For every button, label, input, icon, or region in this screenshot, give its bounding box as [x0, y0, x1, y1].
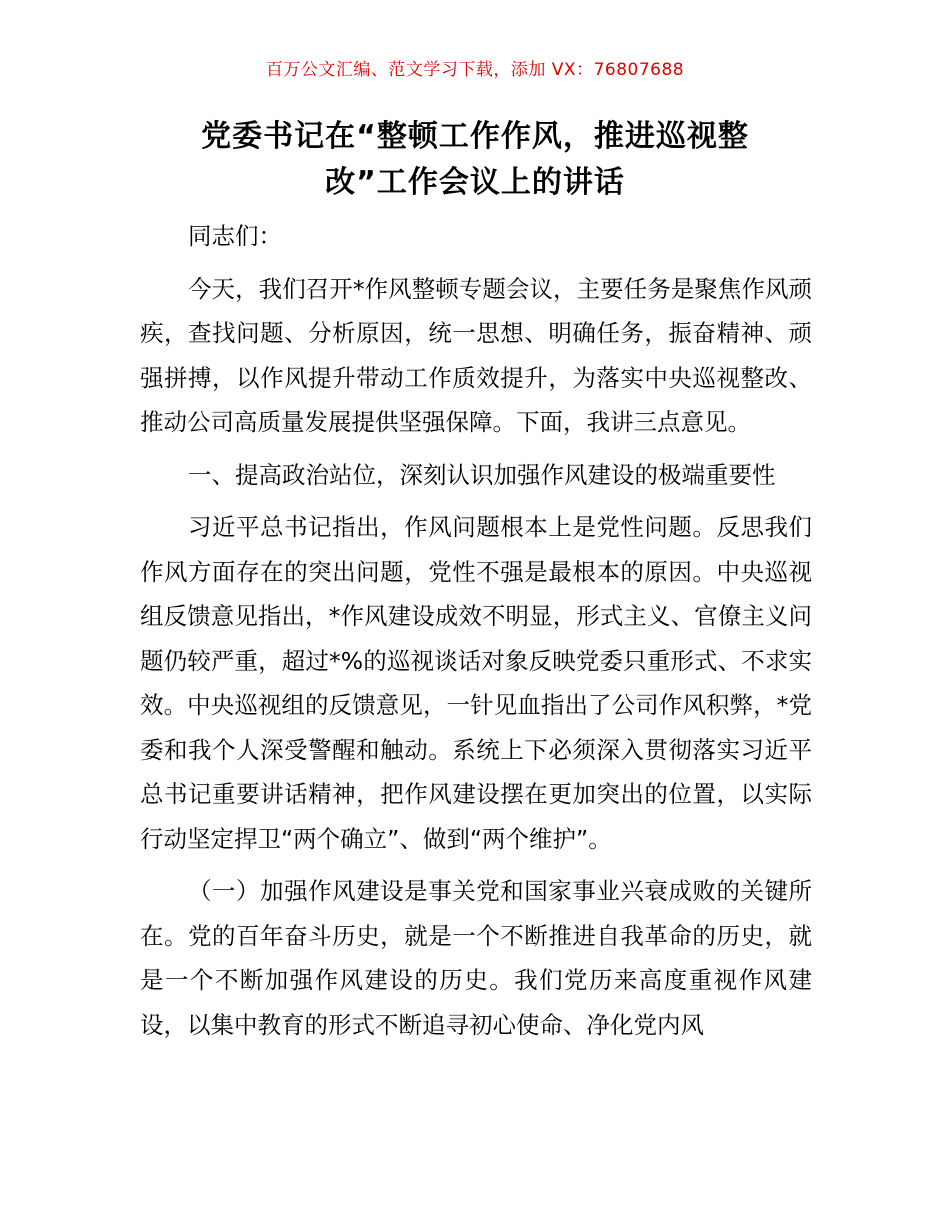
header-promo-note: 百万公文汇编、范文学习下载，添加 VX：76807688 — [265, 60, 685, 80]
title-line-1: 党委书记在“整顿工作作风，推进巡视整 — [201, 119, 749, 154]
section-heading-1: 一、提高政治站位，深刻认识加强作风建设的极端重要性 — [188, 460, 776, 489]
document-title — [150, 114, 800, 206]
body-paragraph-intro: 今天，我们召开*作风整顿专题会议，主要任务是聚焦作风顽疾，查找问题、分析原因，统一思想、明确任务，振奋精神、顽强拼搏，以作风提升带动工作质效提升，为落实中央巡视整改、推动公司高质量发展提供坚强保障。下面，我讲三点意见。 — [140, 274, 812, 436]
title-line-2: 改”工作会议上的讲话 — [325, 165, 625, 200]
salutation: 同志们： — [188, 222, 282, 250]
body-paragraph: （一）加强作风建设是事关党和国家事业兴衰成败的关键所在。党的百年奋斗历史，就是一个不断推进自我革命的历史，就是一个不断加强作风建设的历史。我们党历来高度重视作风建设，以集中教育的形式不断追寻初心使命、净化党内风 — [140, 877, 812, 1039]
document-body — [140, 214, 812, 1055]
body-paragraph: 习近平总书记指出，作风问题根本上是党性问题。反思我们作风方面存在的突出问题，党性不强是最根本的原因。中央巡视组反馈意见指出，*作风建设成效不明显，形式主义、官僚主义问题仍较严重，超过*%的巡视谈话对象反映党委只重形式、不求实效。中央巡视组的反馈意见，一针见血指出了公司作风积弊，*党委和我个人深受警醒和触动。系统上下必须深入贯彻落实习近平总书记重要讲话精神，把作风建设摆在更加突出的位置，以实际行动坚定捍卫“两个确立”、做到“两个维护”。 — [140, 513, 812, 853]
